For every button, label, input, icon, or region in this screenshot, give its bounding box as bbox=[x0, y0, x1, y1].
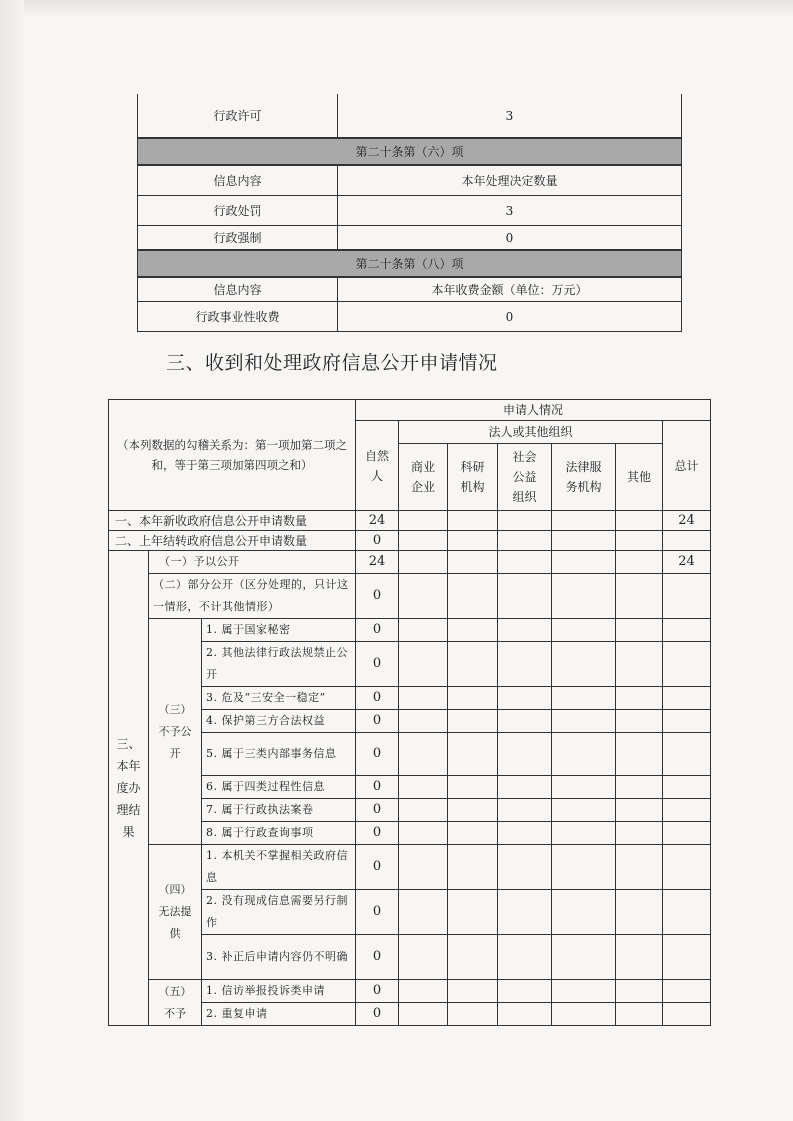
cell-natural: 0 bbox=[356, 710, 399, 733]
table-row bbox=[109, 531, 711, 551]
cell-welfare bbox=[498, 642, 552, 687]
cell-total bbox=[663, 710, 711, 733]
cell-natural: 0 bbox=[356, 890, 399, 935]
cell-commercial bbox=[399, 531, 448, 551]
cell-commercial bbox=[399, 642, 448, 687]
section-row bbox=[138, 138, 682, 165]
row-label: （一）予以公开 bbox=[149, 551, 356, 574]
cell-total bbox=[663, 890, 711, 935]
header-commercial: 商业企业 bbox=[399, 444, 448, 511]
cell-natural: 0 bbox=[356, 733, 399, 776]
table-row bbox=[138, 94, 682, 138]
cell-other bbox=[616, 776, 663, 799]
table-row bbox=[138, 196, 682, 226]
table-row bbox=[138, 302, 682, 332]
section-title: 第二十条第（八）项 bbox=[138, 250, 682, 277]
row-value: 本年收费金额（单位：万元） bbox=[338, 277, 682, 302]
table-row bbox=[109, 619, 711, 642]
row-label: 一、本年新收政府信息公开申请数量 bbox=[109, 511, 356, 531]
cell-commercial bbox=[399, 822, 448, 845]
cell-total bbox=[663, 935, 711, 980]
cell-legal bbox=[552, 935, 616, 980]
table-row bbox=[109, 511, 711, 531]
table-row bbox=[109, 574, 711, 619]
cell-welfare bbox=[498, 687, 552, 710]
cell-total bbox=[663, 799, 711, 822]
cell-other bbox=[616, 511, 663, 531]
cell-welfare bbox=[498, 574, 552, 619]
cell-natural: 0 bbox=[356, 531, 399, 551]
row-label: 行政事业性收费 bbox=[138, 302, 338, 332]
row-label: 1. 本机关不掌握相关政府信息 bbox=[202, 845, 356, 890]
applications-table bbox=[108, 399, 711, 1026]
cell-welfare bbox=[498, 551, 552, 574]
cell-legal bbox=[552, 710, 616, 733]
cell-commercial bbox=[399, 551, 448, 574]
cell-welfare bbox=[498, 890, 552, 935]
cell-legal bbox=[552, 890, 616, 935]
cell-other bbox=[616, 733, 663, 776]
cell-legal bbox=[552, 511, 616, 531]
cell-legal bbox=[552, 733, 616, 776]
cell-total bbox=[663, 687, 711, 710]
table-row bbox=[109, 980, 711, 1003]
header-row bbox=[109, 400, 711, 421]
cell-welfare bbox=[498, 822, 552, 845]
scan-shadow-left bbox=[0, 0, 24, 1121]
cell-research bbox=[448, 551, 498, 574]
row-label: 行政许可 bbox=[138, 94, 338, 138]
cell-research bbox=[448, 980, 498, 1003]
header-natural-person: 自然人 bbox=[356, 421, 399, 511]
row-label: 5. 属于三类内部事务信息 bbox=[202, 733, 356, 776]
cell-total bbox=[663, 845, 711, 890]
cell-legal bbox=[552, 574, 616, 619]
row-label: 行政处罚 bbox=[138, 196, 338, 226]
cell-research bbox=[448, 687, 498, 710]
table-row bbox=[138, 226, 682, 251]
cell-research bbox=[448, 845, 498, 890]
cell-research bbox=[448, 822, 498, 845]
cell-total bbox=[663, 574, 711, 619]
cell-research bbox=[448, 642, 498, 687]
section-heading: 三、收到和处理政府信息公开申请情况 bbox=[166, 352, 498, 374]
cell-commercial bbox=[399, 619, 448, 642]
cell-commercial bbox=[399, 511, 448, 531]
result-group-label: 三、本年度办理结果 bbox=[109, 551, 149, 1026]
row-label: 二、上年结转政府信息公开申请数量 bbox=[109, 531, 356, 551]
group-label: （五）不予 bbox=[149, 980, 202, 1026]
cell-natural: 0 bbox=[356, 574, 399, 619]
table-row bbox=[109, 551, 711, 574]
cell-natural: 0 bbox=[356, 799, 399, 822]
cell-welfare bbox=[498, 1003, 552, 1026]
cell-welfare bbox=[498, 935, 552, 980]
cell-commercial bbox=[399, 776, 448, 799]
cell-welfare bbox=[498, 776, 552, 799]
cell-natural: 0 bbox=[356, 980, 399, 1003]
cell-total bbox=[663, 1003, 711, 1026]
row-label: 3. 危及“三安全一稳定” bbox=[202, 687, 356, 710]
cell-total bbox=[663, 733, 711, 776]
cell-total: 24 bbox=[663, 551, 711, 574]
row-value: 0 bbox=[338, 302, 682, 332]
cell-legal bbox=[552, 1003, 616, 1026]
cell-commercial bbox=[399, 935, 448, 980]
cell-welfare bbox=[498, 799, 552, 822]
cell-total bbox=[663, 776, 711, 799]
disclosure-stats-table bbox=[137, 94, 682, 332]
cell-legal bbox=[552, 822, 616, 845]
cell-commercial bbox=[399, 710, 448, 733]
cell-research bbox=[448, 619, 498, 642]
cell-commercial bbox=[399, 799, 448, 822]
row-label: 8. 属于行政查询事项 bbox=[202, 822, 356, 845]
cell-other bbox=[616, 822, 663, 845]
cell-other bbox=[616, 642, 663, 687]
row-label: 信息内容 bbox=[138, 277, 338, 302]
cell-total bbox=[663, 642, 711, 687]
cell-research bbox=[448, 511, 498, 531]
cell-total bbox=[663, 980, 711, 1003]
row-label: 7. 属于行政执法案卷 bbox=[202, 799, 356, 822]
row-label: 信息内容 bbox=[138, 165, 338, 196]
section-title: 第二十条第（六）项 bbox=[138, 138, 682, 165]
table-row bbox=[138, 165, 682, 196]
cell-research bbox=[448, 531, 498, 551]
cell-commercial bbox=[399, 980, 448, 1003]
cell-legal bbox=[552, 619, 616, 642]
cell-other bbox=[616, 687, 663, 710]
cell-legal bbox=[552, 642, 616, 687]
row-label: 6. 属于四类过程性信息 bbox=[202, 776, 356, 799]
scan-shadow-top bbox=[0, 0, 793, 16]
cell-research bbox=[448, 890, 498, 935]
cell-legal bbox=[552, 980, 616, 1003]
cell-other bbox=[616, 619, 663, 642]
row-value: 3 bbox=[338, 94, 682, 138]
cell-welfare bbox=[498, 980, 552, 1003]
cell-natural: 0 bbox=[356, 822, 399, 845]
header-other: 其他 bbox=[616, 444, 663, 511]
cell-research bbox=[448, 1003, 498, 1026]
cell-research bbox=[448, 574, 498, 619]
cell-welfare bbox=[498, 619, 552, 642]
cell-research bbox=[448, 710, 498, 733]
section-row bbox=[138, 250, 682, 277]
cell-commercial bbox=[399, 845, 448, 890]
header-legal-service: 法律服务机构 bbox=[552, 444, 616, 511]
row-label: 2. 其他法律行政法规禁止公开 bbox=[202, 642, 356, 687]
row-label: （二）部分公开（区分处理的，只计这一情形，不计其他情形） bbox=[149, 574, 356, 619]
cell-natural: 0 bbox=[356, 935, 399, 980]
cell-other bbox=[616, 845, 663, 890]
cell-other bbox=[616, 1003, 663, 1026]
table-row bbox=[109, 845, 711, 890]
header-applicant: 申请人情况 bbox=[356, 400, 711, 421]
cell-research bbox=[448, 733, 498, 776]
cell-welfare bbox=[498, 710, 552, 733]
cell-other bbox=[616, 551, 663, 574]
cell-total: 24 bbox=[663, 511, 711, 531]
cell-other bbox=[616, 935, 663, 980]
cell-welfare bbox=[498, 531, 552, 551]
header-public-welfare: 社会公益组织 bbox=[498, 444, 552, 511]
header-research: 科研机构 bbox=[448, 444, 498, 511]
cell-natural: 24 bbox=[356, 551, 399, 574]
cell-natural: 24 bbox=[356, 511, 399, 531]
cell-total bbox=[663, 619, 711, 642]
table-row bbox=[138, 277, 682, 302]
row-label: 2. 没有现成信息需要另行制作 bbox=[202, 890, 356, 935]
cell-legal bbox=[552, 551, 616, 574]
row-label: 1. 信访举报投诉类申请 bbox=[202, 980, 356, 1003]
row-value: 3 bbox=[338, 196, 682, 226]
cell-welfare bbox=[498, 733, 552, 776]
header-total: 总计 bbox=[663, 421, 711, 511]
cell-total bbox=[663, 531, 711, 551]
cell-natural: 0 bbox=[356, 619, 399, 642]
cell-other bbox=[616, 799, 663, 822]
cell-total bbox=[663, 822, 711, 845]
cell-legal bbox=[552, 799, 616, 822]
row-label: 3. 补正后申请内容仍不明确 bbox=[202, 935, 356, 980]
row-value: 0 bbox=[338, 226, 682, 251]
cell-other bbox=[616, 890, 663, 935]
group-label: （三）不予公开 bbox=[149, 619, 202, 845]
cell-legal bbox=[552, 845, 616, 890]
table-note: （本列数据的勾稽关系为：第一项加第二项之和，等于第三项加第四项之和） bbox=[109, 400, 356, 511]
cell-commercial bbox=[399, 1003, 448, 1026]
row-value: 本年处理决定数量 bbox=[338, 165, 682, 196]
cell-commercial bbox=[399, 687, 448, 710]
cell-natural: 0 bbox=[356, 845, 399, 890]
row-label: 2. 重复申请 bbox=[202, 1003, 356, 1026]
cell-legal bbox=[552, 687, 616, 710]
cell-welfare bbox=[498, 845, 552, 890]
cell-other bbox=[616, 980, 663, 1003]
cell-legal bbox=[552, 531, 616, 551]
cell-commercial bbox=[399, 574, 448, 619]
cell-natural: 0 bbox=[356, 1003, 399, 1026]
cell-research bbox=[448, 935, 498, 980]
row-label: 4. 保护第三方合法权益 bbox=[202, 710, 356, 733]
cell-legal bbox=[552, 776, 616, 799]
cell-natural: 0 bbox=[356, 642, 399, 687]
row-label: 行政强制 bbox=[138, 226, 338, 251]
cell-research bbox=[448, 776, 498, 799]
cell-research bbox=[448, 799, 498, 822]
row-label: 1. 属于国家秘密 bbox=[202, 619, 356, 642]
group-label: （四）无法提供 bbox=[149, 845, 202, 980]
header-legal-org: 法人或其他组织 bbox=[399, 421, 663, 444]
cell-welfare bbox=[498, 511, 552, 531]
cell-natural: 0 bbox=[356, 687, 399, 710]
cell-other bbox=[616, 531, 663, 551]
cell-commercial bbox=[399, 890, 448, 935]
cell-other bbox=[616, 710, 663, 733]
cell-other bbox=[616, 574, 663, 619]
cell-natural: 0 bbox=[356, 776, 399, 799]
cell-commercial bbox=[399, 733, 448, 776]
